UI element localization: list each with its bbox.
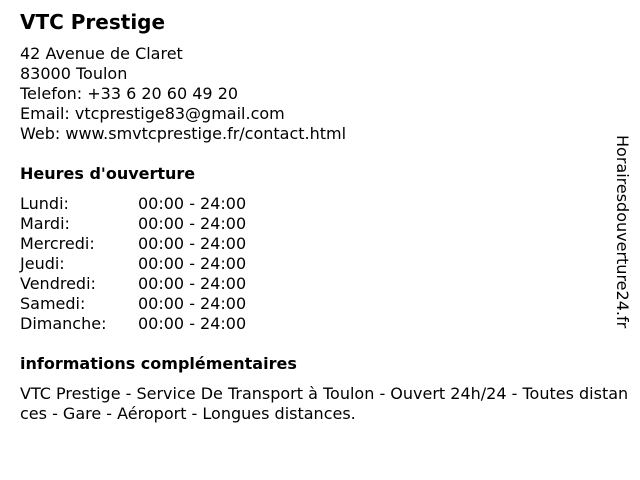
time-range: 00:00 - 24:00 [138, 294, 247, 313]
time-range: 00:00 - 24:00 [138, 314, 247, 333]
contact-block [20, 44, 346, 144]
time-range: 00:00 - 24:00 [138, 274, 247, 293]
city-line: 83000 Toulon [20, 64, 128, 83]
web-label: Web: [20, 124, 61, 143]
phone-line [20, 84, 346, 104]
time-range: 00:00 - 24:00 [138, 254, 247, 273]
email-address[interactable]: vtcprestige83@gmail.com [74, 104, 285, 123]
email-line [20, 104, 346, 124]
day-label: Jeudi: [20, 254, 65, 273]
time-range: 00:00 - 24:00 [138, 194, 247, 213]
additional-info-heading: informations complémentaires [20, 354, 297, 373]
business-name: VTC Prestige [20, 10, 166, 34]
opening-hours-table [20, 194, 246, 334]
phone-number[interactable]: +33 6 20 60 49 20 [87, 84, 239, 103]
time-range: 00:00 - 24:00 [138, 214, 247, 233]
opening-hours-heading: Heures d'ouverture [20, 164, 196, 183]
hours-row-monday [20, 194, 246, 214]
hours-row-tuesday [20, 214, 246, 234]
hours-row-saturday [20, 294, 246, 314]
phone-label: Telefon: [20, 84, 83, 103]
site-credit: Horairesdouverture24.fr [613, 135, 632, 329]
business-description: VTC Prestige - Service De Transport à Toulon - Ouvert 24h/24 - Toutes distances - Gare - Aéroport - Longues distances. [20, 384, 629, 423]
email-label: Email: [20, 104, 70, 123]
day-label: Dimanche: [20, 314, 107, 333]
day-label: Mercredi: [20, 234, 95, 253]
day-label: Lundi: [20, 194, 69, 213]
street-address: 42 Avenue de Claret [20, 44, 183, 63]
hours-row-sunday [20, 314, 246, 334]
time-range: 00:00 - 24:00 [138, 234, 247, 253]
day-label: Mardi: [20, 214, 70, 233]
hours-row-thursday [20, 254, 246, 274]
hours-row-friday [20, 274, 246, 294]
day-label: Vendredi: [20, 274, 96, 293]
web-line [20, 124, 346, 144]
hours-row-wednesday [20, 234, 246, 254]
day-label: Samedi: [20, 294, 86, 313]
website-link[interactable]: www.smvtcprestige.fr/contact.html [65, 124, 347, 143]
